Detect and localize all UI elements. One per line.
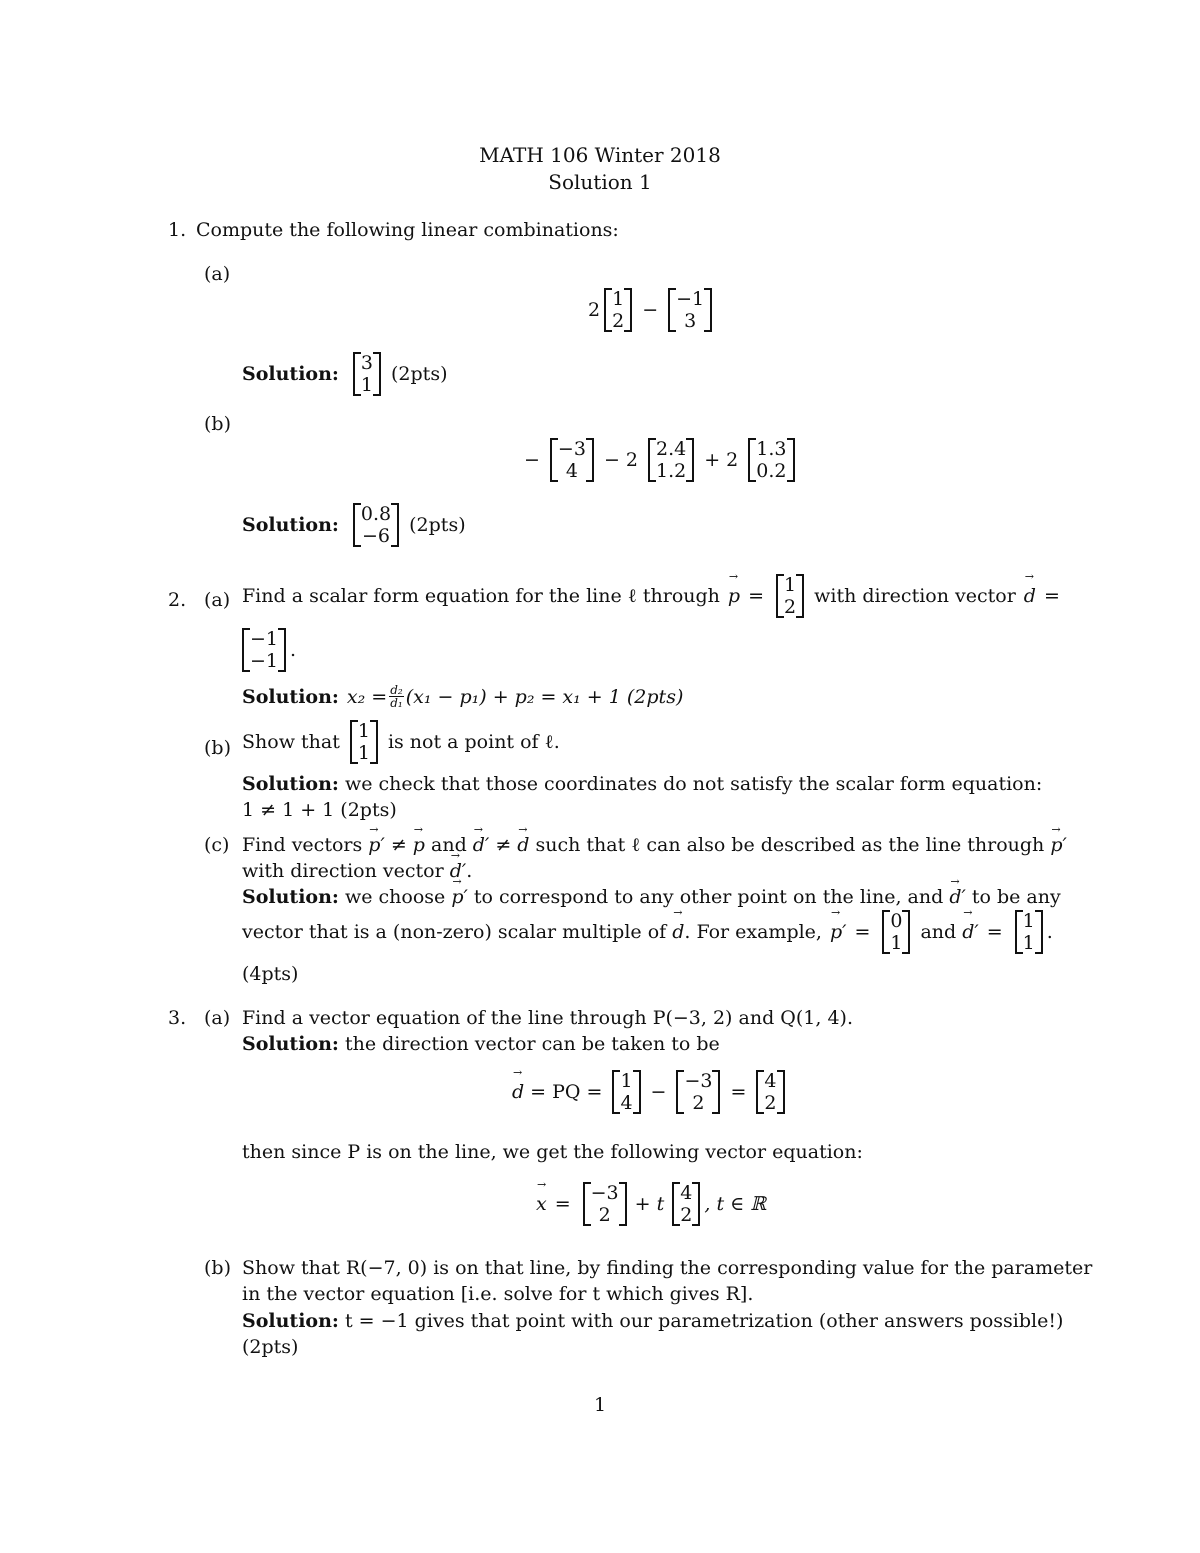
q1b-lead: − [524, 449, 540, 471]
q2b-solution-line2: 1 ≠ 1 + 1 (2pts) [242, 799, 397, 821]
q2a-p-vector: 1 2 [776, 574, 804, 618]
page-number: 1 [593, 1394, 607, 1416]
solution-label: Solution: [242, 685, 339, 708]
q3a-vector-q: 1 4 [612, 1070, 640, 1114]
q2c-solution: Solution: we choose → p′ to correspond to any other point on the line, and → d′ to be any [242, 885, 1061, 909]
q2b-prompt: Show that 1 1 is not a point of ℓ. [242, 720, 560, 764]
q2c-prompt: Find vectors → p′ ≠ → p and → d′ ≠ → d such that ℓ can also be described as the line through → p′ [242, 833, 1067, 857]
q2b-solution: Solution: we check that those coordinates do not satisfy the scalar form equation: [242, 773, 1043, 795]
q2a-solution: Solution: x₂ = $\frac{\text{d₂}}{\text{d₁}}$ (x₁ − p₁) + p₂ = x₁ + 1 (2pts) [242, 683, 684, 710]
q1b-op2: + 2 [704, 449, 739, 471]
q1-number: 1. [168, 219, 187, 241]
q2a-label: (a) [204, 589, 231, 611]
q1a-points: (2pts) [391, 363, 448, 385]
q3b-prompt-line2: in the vector equation [i.e. solve for t which gives R]. [242, 1283, 754, 1305]
q2c-label: (c) [204, 834, 230, 856]
document-title: Solution 1 [548, 170, 652, 194]
q3a-label: (a) [204, 1007, 231, 1029]
q1b-label: (b) [204, 413, 231, 435]
q2c-d-prime-vector: 1 1 [1015, 910, 1043, 954]
q2c-solution-line2: vector that is a (non-zero) scalar multiple of → d . For example, → p′ = 0 1 and → d′ = 1 1 . [242, 910, 1053, 954]
q1b-solution-vector: 0.8 −6 [353, 503, 399, 547]
q3b-solution: Solution: t = −1 gives that point with our parametrization (other answers possible!) [242, 1310, 1064, 1332]
q1-prompt: Compute the following linear combinations: [196, 219, 619, 241]
q1a-coef: 2 [588, 299, 601, 321]
q2a-d-vector: −1 −1 [242, 628, 286, 672]
q3a-then-text: then since P is on the line, we get the following vector equation: [242, 1141, 863, 1163]
q2b-label: (b) [204, 737, 231, 759]
q3a-vector-result: 4 2 [756, 1070, 784, 1114]
q1a-expression [588, 288, 716, 332]
q1a-minus: − [642, 299, 659, 321]
q2c-p-prime-vector: 0 1 [882, 910, 910, 954]
solution-label: Solution: [242, 514, 339, 536]
q1a-label: (a) [204, 263, 231, 285]
q3a-base-vector: −3 2 [583, 1182, 627, 1226]
q3b-points: (2pts) [242, 1336, 299, 1358]
q3a-solution: Solution: the direction vector can be taken to be [242, 1033, 720, 1055]
q3b-label: (b) [204, 1257, 231, 1279]
q1a-vector-2: −1 3 [668, 288, 712, 332]
q3b-prompt: Show that R(−7, 0) is on that line, by finding the corresponding value for the parameter [242, 1257, 1093, 1279]
q2b-vector: 1 1 [350, 720, 378, 764]
d-vector-symbol: → d [1024, 585, 1036, 607]
q3a-direction-vector: 4 2 [672, 1182, 700, 1226]
q3a-vector-equation: → x = −3 2 + t 4 2 , t ∈ ℝ [536, 1182, 766, 1226]
solution-label: Solution: [242, 363, 339, 385]
q1a-vector-1: 1 2 [604, 288, 632, 332]
q1b-vector-1: −3 4 [550, 438, 594, 482]
q1b-op1: − 2 [603, 449, 638, 471]
q2c-points: (4pts) [242, 963, 299, 985]
course-title: MATH 106 Winter 2018 [479, 143, 721, 167]
q1a-solution-vector: 3 1 [353, 352, 381, 396]
q1a-solution [242, 352, 447, 396]
q1b-expression [524, 438, 799, 482]
q2-number: 2. [168, 589, 187, 611]
q1b-solution [242, 503, 466, 547]
q3a-vector-p: −3 2 [676, 1070, 720, 1114]
q1b-vector-3: 1.3 0.2 [748, 438, 794, 482]
q3a-direction-equation: → d = PQ = 1 4 − −3 2 = 4 2 [512, 1070, 789, 1114]
d2-over-d1-fraction: $\frac{\text{d₂}}{\text{d₁}}$ [390, 683, 403, 710]
q1b-points: (2pts) [409, 514, 466, 536]
q2a-d-vector-line: −1 −1 . [238, 628, 296, 672]
q3a-prompt: Find a vector equation of the line through P(−3, 2) and Q(1, 4). [242, 1007, 853, 1029]
q3-number: 3. [168, 1007, 187, 1029]
q1b-vector-2: 2.4 1.2 [648, 438, 694, 482]
p-vector-symbol: → p [728, 585, 740, 607]
q2a-prompt: Find a scalar form equation for the line ℓ through → p = 1 2 with direction vector → d = [242, 574, 1060, 618]
q2c-prompt-line2: with direction vector → d′. [242, 859, 472, 883]
